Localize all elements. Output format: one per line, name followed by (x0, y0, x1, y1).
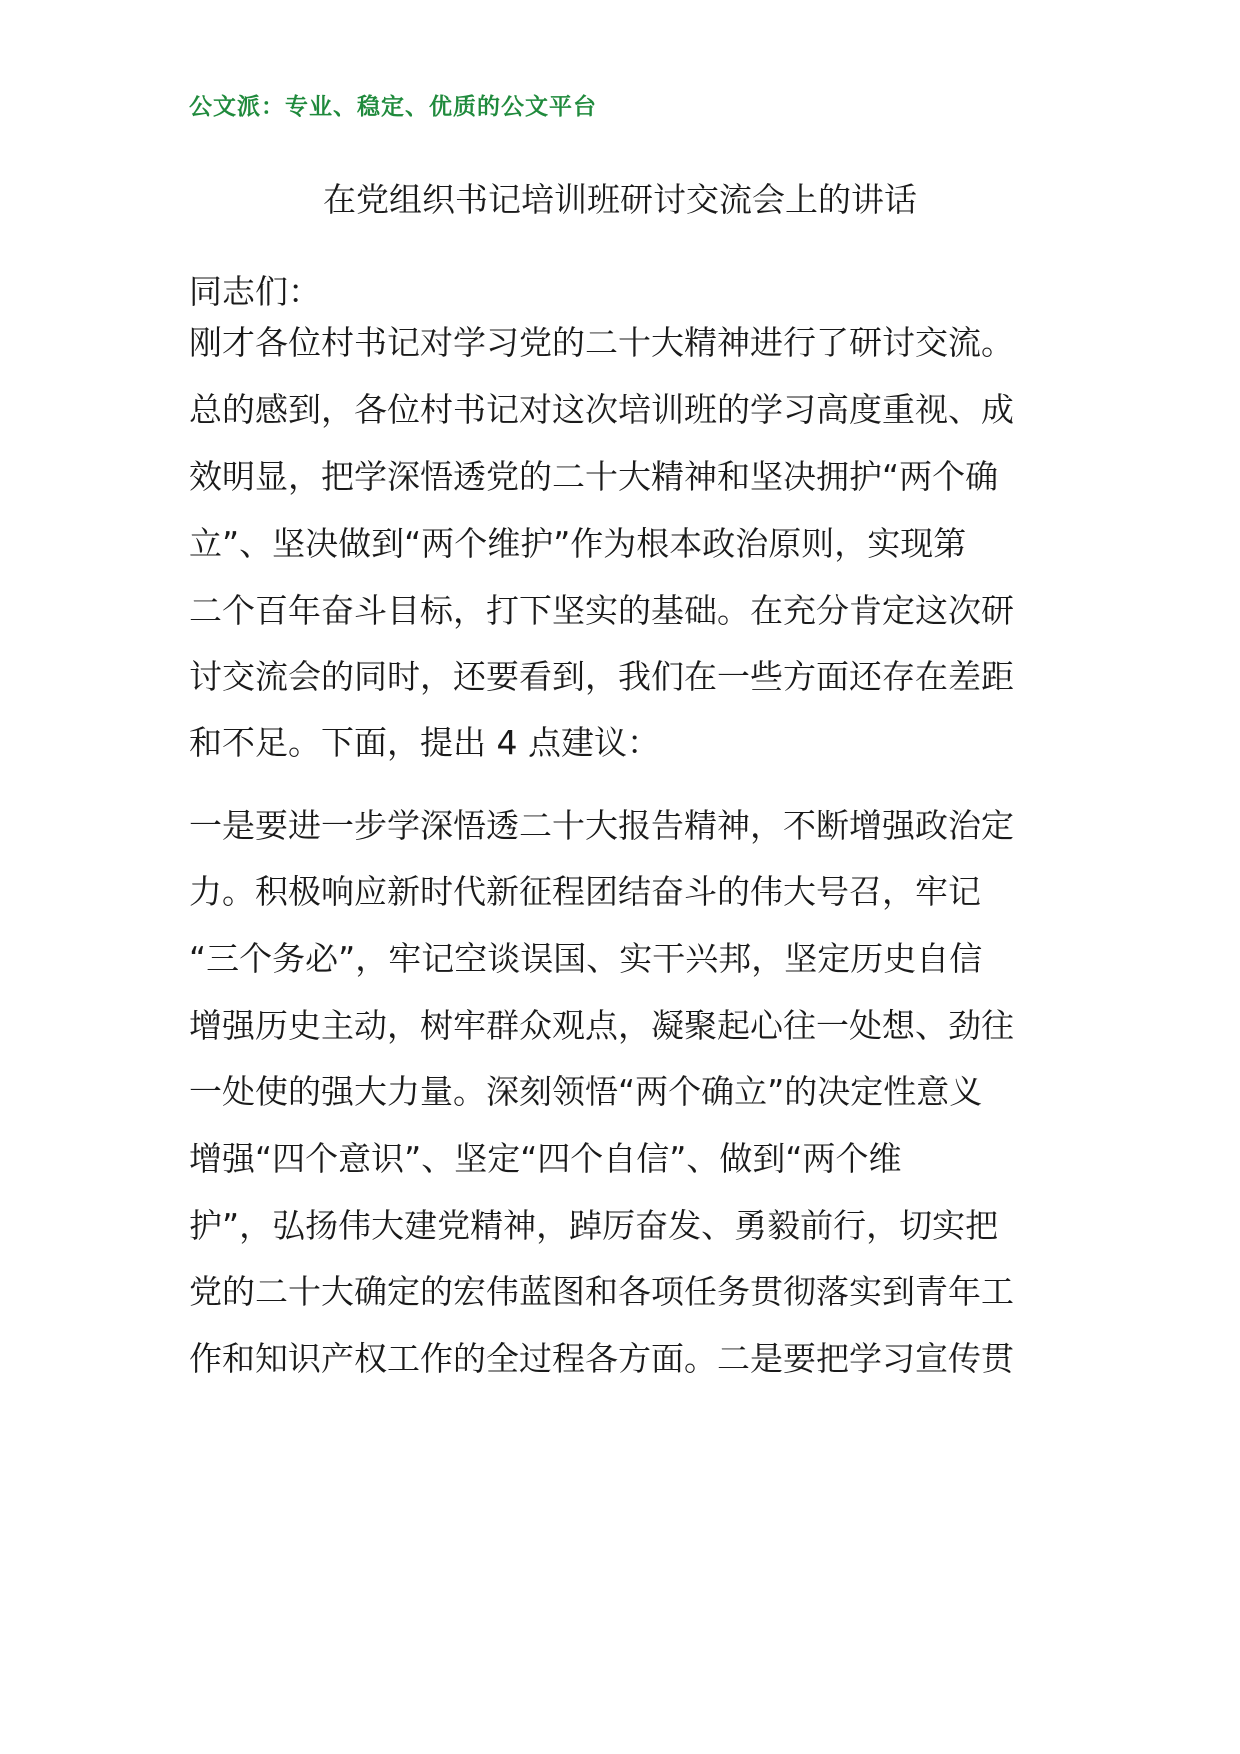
body-line: 作和知识产权工作的全过程各方面。二是要把学习宣传贯 (189, 1339, 1014, 1378)
body-line: 党的二十大确定的宏伟蓝图和各项任务贯彻落实到青年工 (189, 1272, 1014, 1311)
salutation: 同志们： (189, 272, 321, 311)
body-line: 效明显，把学深悟透党的二十大精神和坚决拥护“两个确 (189, 457, 999, 496)
body-line: 一是要进一步学深悟透二十大报告精神，不断增强政治定 (189, 806, 1014, 845)
body-line: 增强“四个意识”、坚定“四个自信”、做到“两个维 (189, 1139, 902, 1178)
body-line: “三个务必”，牢记空谈误国、实干兴邦，坚定历史自信 (189, 939, 983, 978)
body-line: 立”、坚决做到“两个维护”作为根本政治原则，实现第 (189, 524, 967, 563)
body-line: 刚才各位村书记对学习党的二十大精神进行了研讨交流。 (189, 323, 1014, 362)
body-line: 力。积极响应新时代新征程团结奋斗的伟大号召，牢记 (189, 872, 981, 911)
body-line: 讨交流会的同时，还要看到，我们在一些方面还存在差距 (189, 657, 1014, 696)
header-banner: 公文派：专业、稳定、优质的公文平台 (189, 94, 597, 120)
body-line: 一处使的强大力量。深刻领悟“两个确立”的决定性意义 (189, 1072, 983, 1111)
body-line: 总的感到，各位村书记对这次培训班的学习高度重视、成 (189, 390, 1014, 429)
body-line: 二个百年奋斗目标，打下坚实的基础。在充分肯定这次研 (189, 591, 1014, 630)
body-line: 和不足。下面，提出 4 点建议： (189, 723, 660, 762)
document-title: 在党组织书记培训班研讨交流会上的讲话 (323, 180, 917, 219)
body-line: 护”，弘扬伟大建党精神，踔厉奋发、勇毅前行，切实把 (189, 1206, 999, 1245)
body-line: 增强历史主动，树牢群众观点，凝聚起心往一处想、劲往 (189, 1006, 1014, 1045)
